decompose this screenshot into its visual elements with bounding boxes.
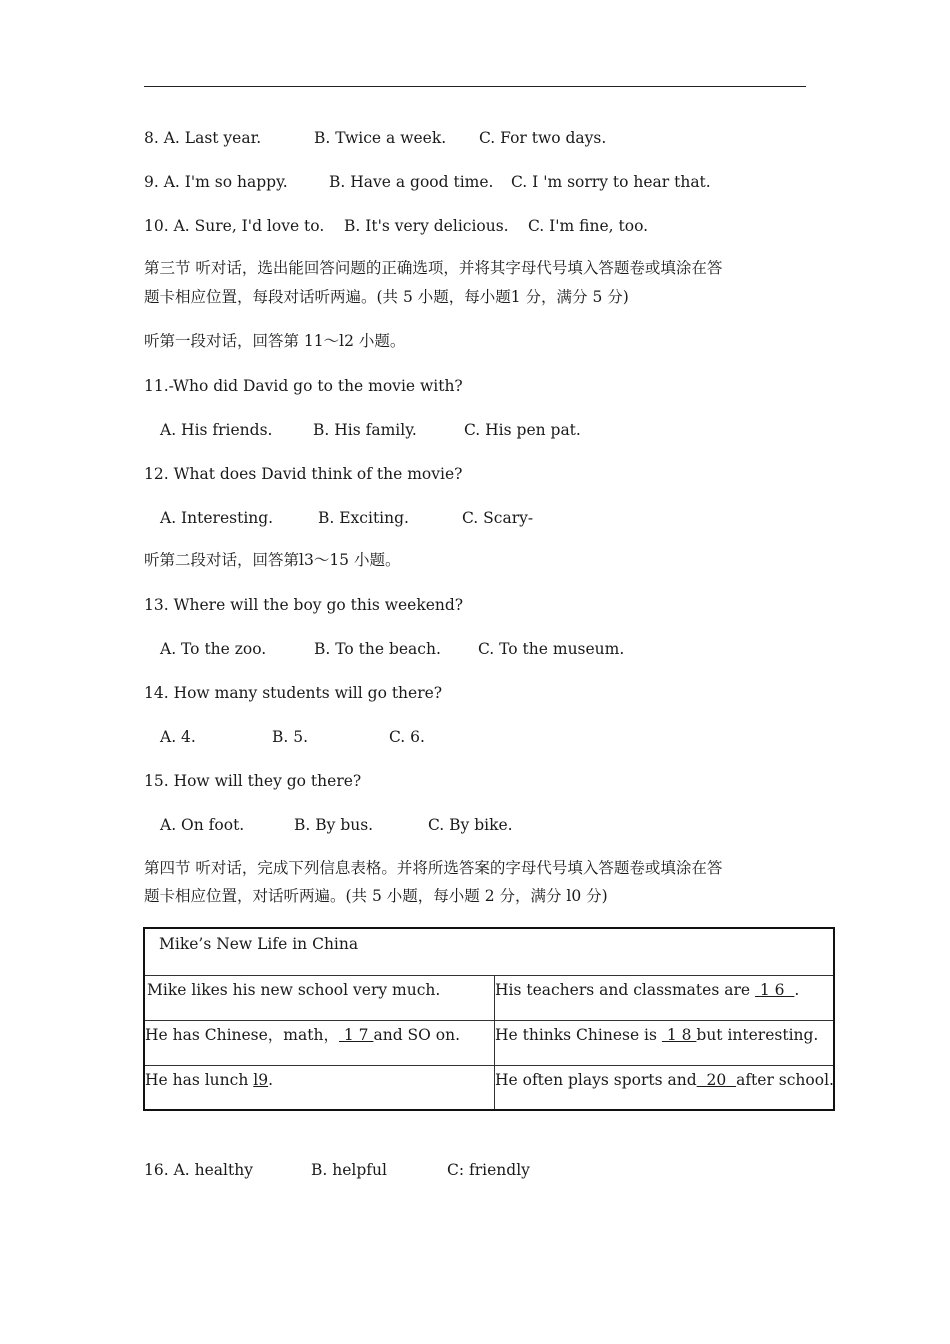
dialog1-intro: 听第一段对话，回答第 11～l2 小题。 <box>144 332 406 350</box>
section4-instruction-line2: 题卡相应位置，对话听两遍。(共 5 小题，每小题 2 分，满分 l0 分) <box>144 887 608 905</box>
table-row-divider-1 <box>145 975 833 976</box>
q12-option-b: B. Exciting. <box>318 509 409 527</box>
table-row-divider-2 <box>145 1020 833 1021</box>
section4-instruction-line1: 第四节 听对话，完成下列信息表格。并将所选答案的字母代号填入答题卷或填涂在答 <box>144 859 723 877</box>
q13-option-c: C. To the museum. <box>478 640 625 658</box>
dialog2-intro: 听第二段对话，回答第l3～15 小题。 <box>144 551 401 569</box>
q10-option-c: C. I'm fine, too. <box>528 217 649 235</box>
blank-18: 1 8 <box>661 1026 697 1044</box>
table-title: Mike’s New Life in China <box>159 935 359 953</box>
q10-option-a: 10. A. Sure, I'd love to. <box>144 217 325 235</box>
blank-16: 1 6 <box>754 981 795 999</box>
q14-option-c: C. 6. <box>389 728 425 746</box>
q12-question: 12. What does David think of the movie? <box>144 465 463 483</box>
blank-17: 1 7 <box>338 1026 374 1044</box>
q8-option-a: 8. A. Last year. <box>144 129 262 147</box>
table-cell-r2c1: He has Chinese，math， 1 7 and SO on. <box>145 1026 461 1044</box>
q11-option-b: B. His family. <box>313 421 417 439</box>
q8-option-c: C. For two days. <box>479 129 607 147</box>
q15-option-c: C. By bike. <box>428 816 513 834</box>
table-cell-r1c2: His teachers and classmates are 1 6 . <box>495 981 800 999</box>
q14-option-b: B. 5. <box>272 728 309 746</box>
q16-option-a: 16. A. healthy <box>144 1161 253 1179</box>
info-table <box>143 927 835 1111</box>
q11-option-a: A. His friends. <box>160 421 273 439</box>
table-cell-r1c1: Mike likes his new school very much. <box>147 981 441 999</box>
q13-question: 13. Where will the boy go this weekend? <box>144 596 464 614</box>
q13-option-b: B. To the beach. <box>314 640 441 658</box>
blank-20: 20 <box>696 1071 737 1089</box>
section3-instruction-line2: 题卡相应位置，每段对话听两遍。(共 5 小题，每小题1 分，满分 5 分) <box>144 288 629 306</box>
q9-option-a: 9. A. I'm so happy. <box>144 173 288 191</box>
q9-option-c: C. I 'm sorry to hear that. <box>511 173 711 191</box>
header-rule <box>144 86 806 87</box>
q16-option-c: C: friendly <box>447 1161 530 1179</box>
q11-option-c: C. His pen pat. <box>464 421 581 439</box>
blank-19: l9 <box>253 1071 269 1089</box>
q15-option-b: B. By bus. <box>294 816 374 834</box>
q12-option-c: C. Scary- <box>462 509 534 527</box>
q13-option-a: A. To the zoo. <box>160 640 267 658</box>
q12-option-a: A. Interesting. <box>160 509 274 527</box>
table-row-divider-3 <box>145 1065 833 1066</box>
q15-option-a: A. On foot. <box>160 816 245 834</box>
q15-question: 15. How will they go there? <box>144 772 362 790</box>
table-cell-r3c2: He often plays sports and 20 after school. <box>495 1071 834 1089</box>
q9-option-b: B. Have a good time. <box>329 173 494 191</box>
q14-question: 14. How many students will go there? <box>144 684 443 702</box>
table-cell-r3c1: He has lunch l9. <box>145 1071 274 1089</box>
q11-question: 11.-Who did David go to the movie with? <box>144 377 463 395</box>
q14-option-a: A. 4. <box>160 728 196 746</box>
q8-option-b: B. Twice a week. <box>314 129 447 147</box>
q16-option-b: B. helpful <box>311 1161 387 1179</box>
section3-instruction-line1: 第三节 听对话，选出能回答问题的正确选项，并将其字母代号填入答题卷或填涂在答 <box>144 259 723 277</box>
q10-option-b: B. It's very delicious. <box>344 217 509 235</box>
table-cell-r2c2: He thinks Chinese is 1 8 but interesting. <box>495 1026 819 1044</box>
